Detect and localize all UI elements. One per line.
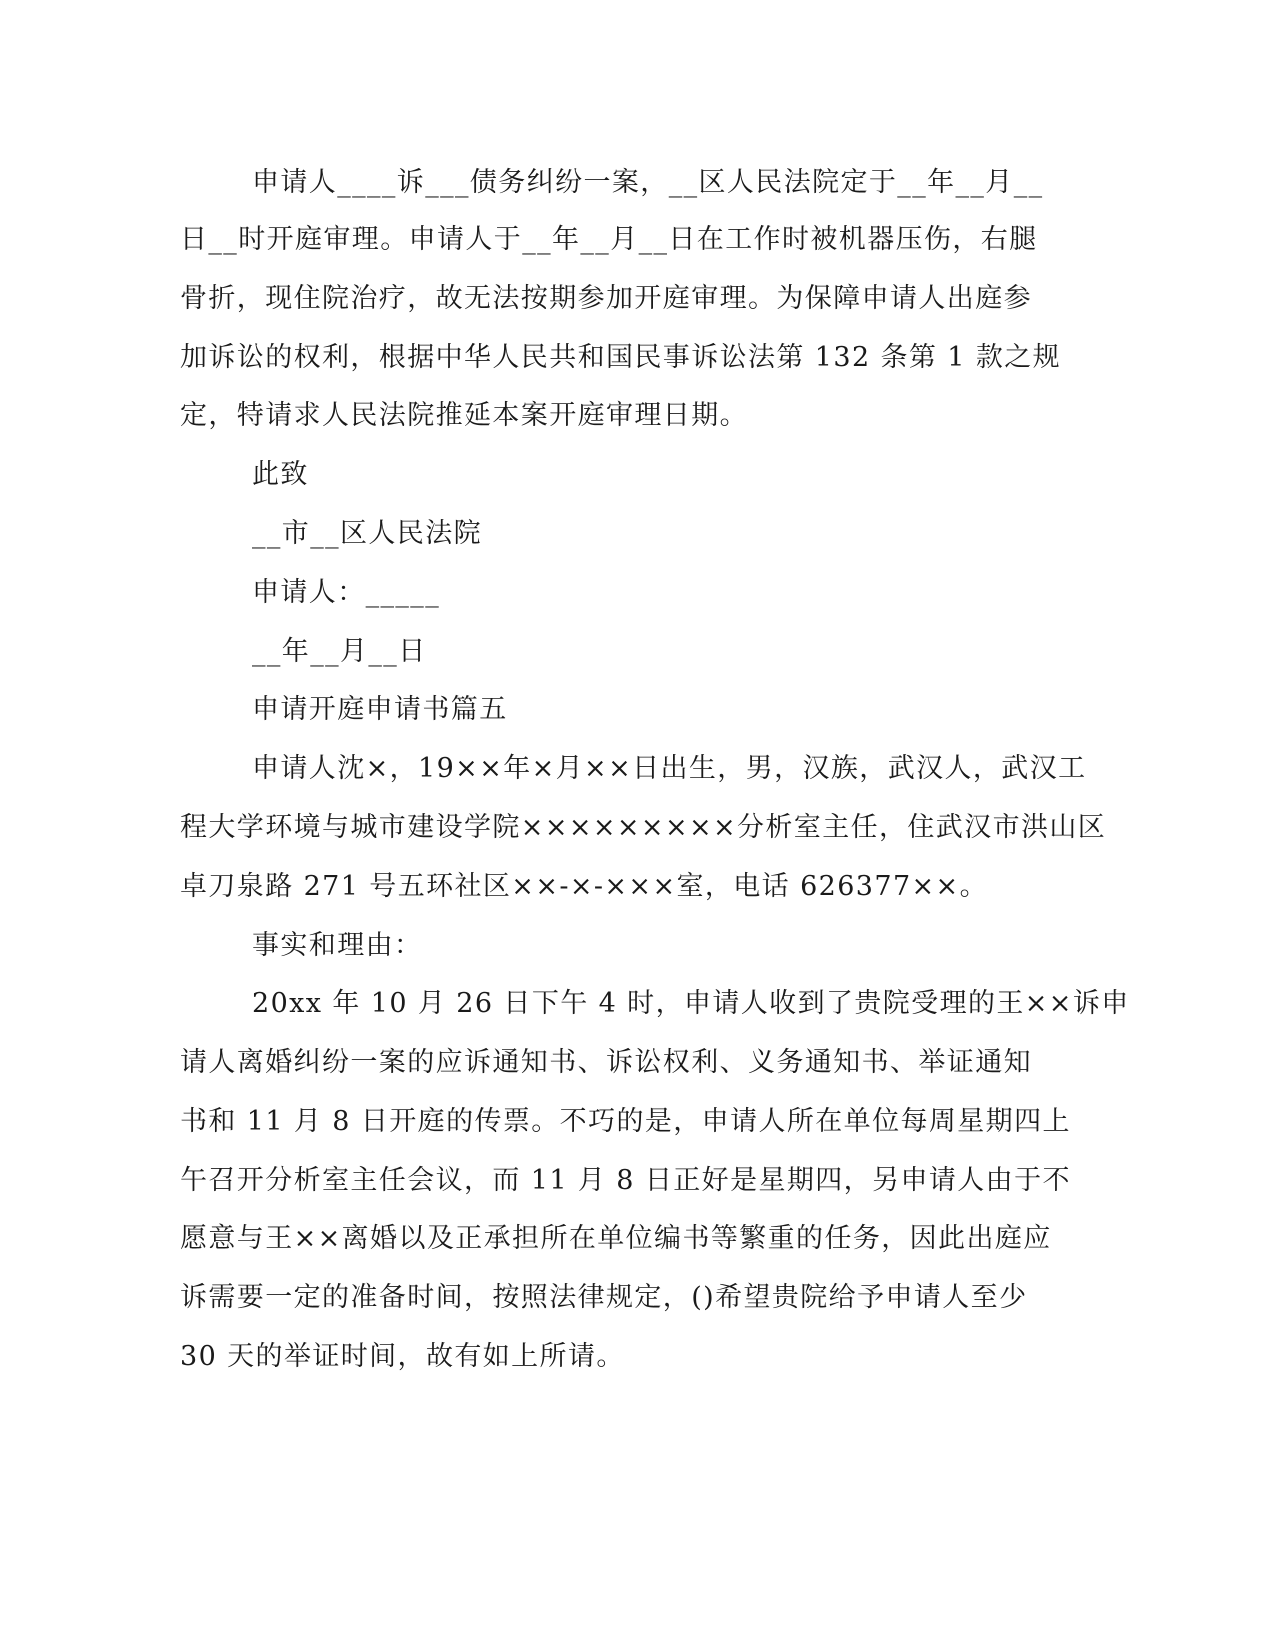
paragraph-line: 20xx 年 10 月 26 日下午 4 时，申请人收到了贵院受理的王××诉申 (252, 988, 1130, 1019)
paragraph-line: 骨折，现住院治疗，故无法按期参加开庭审理。为保障申请人出庭参 (180, 283, 1032, 314)
paragraph-line: 加诉讼的权利，根据中华人民共和国民事诉讼法第 132 条第 1 款之规 (180, 342, 1062, 373)
paragraph-line: 卓刀泉路 271 号五环社区××-×-×××室，电话 626377××。 (180, 871, 988, 902)
paragraph-line: 午召开分析室主任会议，而 11 月 8 日正好是星期四，另申请人由于不 (180, 1165, 1071, 1196)
paragraph-line: 诉需要一定的准备时间，按照法律规定，()希望贵院给予申请人至少 (180, 1282, 1028, 1313)
paragraph-line: 定，特请求人民法院推延本案开庭审理日期。 (180, 400, 748, 431)
paragraph-line: 申请人____诉___债务纠纷一案，__区人民法院定于__年__月__ (252, 167, 1044, 198)
paragraph-line: 书和 11 月 8 日开庭的传票。不巧的是，申请人所在单位每周星期四上 (180, 1106, 1071, 1137)
date-line: __年__月__日 (252, 636, 427, 667)
paragraph-line: 日__时开庭审理。申请人于__年__月__日在工作时被机器压伤，右腿 (180, 224, 1038, 255)
salutation: 此致 (252, 459, 309, 490)
paragraph-line: 申请人沈×，19××年×月××日出生，男，汉族，武汉人，武汉工 (252, 753, 1087, 784)
paragraph-line: 请人离婚纠纷一案的应诉通知书、诉讼权利、义务通知书、举证通知 (180, 1047, 1032, 1078)
facts-heading: 事实和理由： (252, 930, 423, 961)
court-name: __市__区人民法院 (252, 518, 482, 549)
signature-line: 申请人：_____ (252, 577, 441, 608)
paragraph-line: 程大学环境与城市建设学院×××××××××分析室主任，住武汉市洪山区 (180, 812, 1107, 843)
paragraph-line: 30 天的举证时间，故有如上所请。 (180, 1341, 625, 1372)
section-title: 申请开庭申请书篇五 (252, 694, 508, 725)
paragraph-line: 愿意与王××离婚以及正承担所在单位编书等繁重的任务，因此出庭应 (180, 1223, 1052, 1254)
